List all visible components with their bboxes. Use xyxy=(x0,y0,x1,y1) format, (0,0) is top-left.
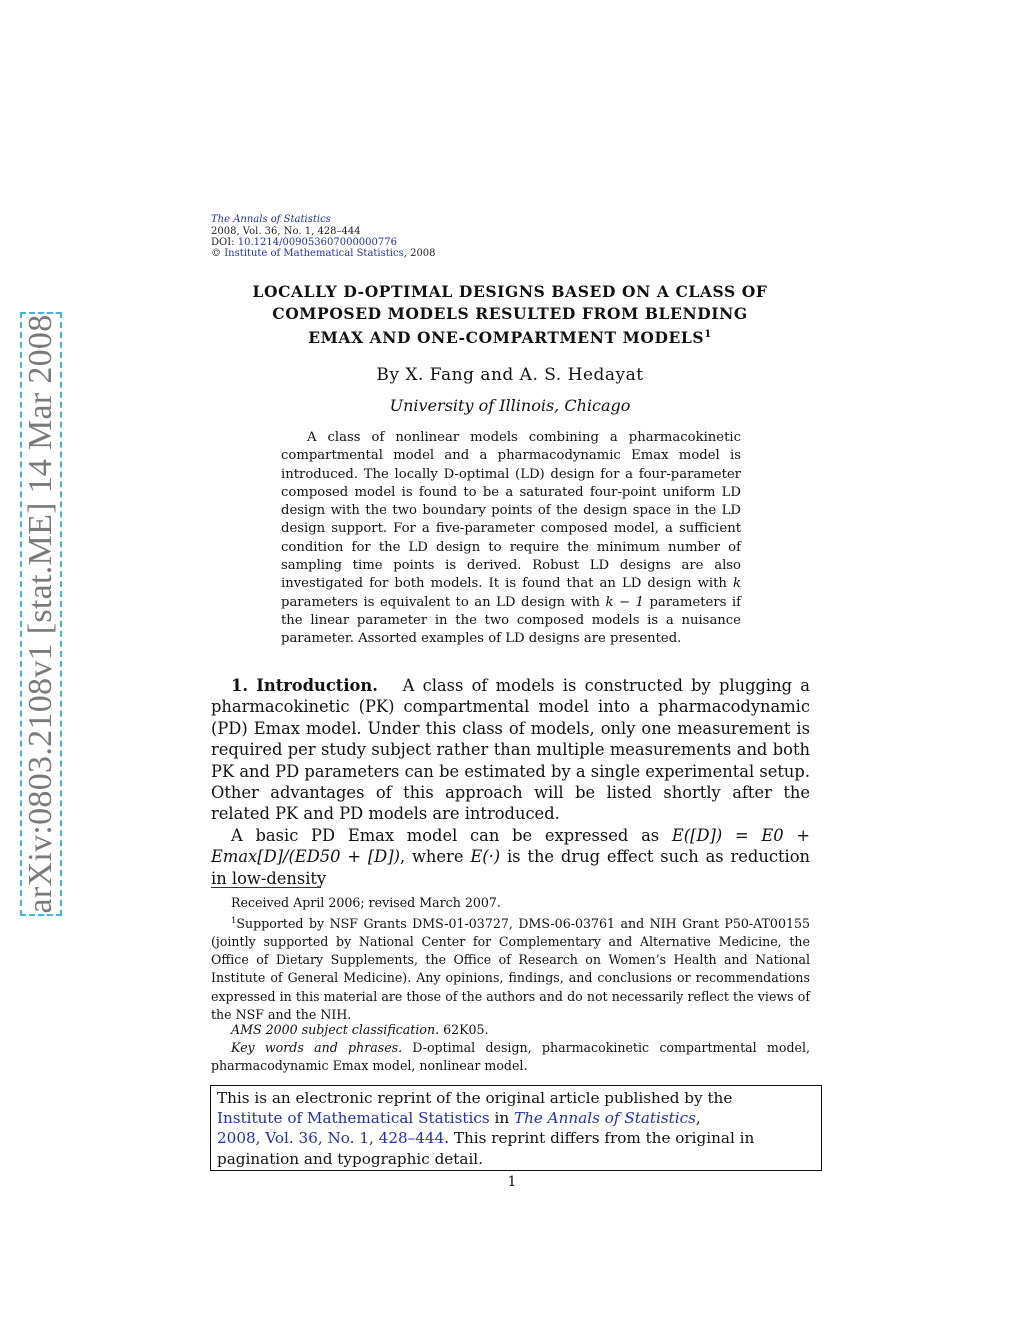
introduction-text: A class of models is constructed by plugging a pharmacokinetic (PK) compartmental model into a pharmacodynamic (PD) Emax model. Under this class of models, only one measurement is required per study subject rather than multiple measurements and both PK and PD parameters can be estimated by a single experimental setup. Other advantages of this approach will be listed shortly after the related PK and PD models are introduced. xyxy=(211,676,810,824)
reprint-line-1: This is an electronic reprint of the original article published by the xyxy=(217,1089,733,1107)
journal-name: The Annals of Statistics xyxy=(211,214,331,225)
abstract-text-1: A class of nonlinear models combining a pharmacokinetic compartmental model and a pharmacodynamic Emax model is introduced. The locally D-optimal (LD) design for a four-parameter composed model is found to be a saturated four-point uniform LD design with the two boundary points of the design space in the LD design support. For a five-parameter composed model, a sufficient condition for the LD design to require the minimum number of sampling time points is derived. Robust LD designs are also investigated for both models. It is found that an LD design with xyxy=(281,430,741,592)
funding-footnote-mark: 1 xyxy=(231,916,237,926)
arxiv-identifier: arXiv:0803.2108v1 [stat.ME] 14 Mar 2008 xyxy=(22,314,59,914)
page-number: 1 xyxy=(507,1174,517,1190)
reprint-comma: , xyxy=(695,1109,701,1128)
introduction-paragraph-2 xyxy=(211,825,810,889)
reprint-notice-box xyxy=(210,1085,822,1171)
title-line-1: LOCALLY D-OPTIMAL DESIGNS BASED ON A CLASS OF xyxy=(252,282,768,301)
title-line-3 xyxy=(200,324,820,349)
footnote-divider xyxy=(211,887,321,888)
p2-start: A basic PD Emax model can be expressed as xyxy=(231,826,672,845)
ams-code: 62K05. xyxy=(439,1022,489,1037)
ams-label: AMS 2000 subject classification. xyxy=(231,1022,440,1037)
abstract xyxy=(281,429,741,649)
funding-footnote-text: Supported by NSF Grants DMS-01-03727, DMS-06-03761 and NIH Grant P50-AT00155 (jointly supported by National Center for Complementary and Alternative Medicine, the Office of Dietary Supplements, the Office of Research on Women’s Health and National Institute of General Medicine). Any opinions, findings, and conclusions or recommendations expressed in this material are those of the authors and do not necessarily reflect the views of the NSF and the NIH. xyxy=(211,916,810,1022)
introduction-paragraph-1 xyxy=(211,675,810,825)
funding-footnote xyxy=(211,912,810,1024)
reprint-journal-link[interactable]: The Annals of Statistics xyxy=(513,1109,696,1128)
drug-effect-function: E(·) xyxy=(470,847,501,867)
authors: By X. Fang and A. S. Hedayat xyxy=(376,365,644,385)
affiliation: University of Illinois, Chicago xyxy=(389,396,631,415)
ams-classification xyxy=(211,1021,810,1039)
journal-name-link[interactable] xyxy=(211,214,331,226)
abstract-text-2: parameters is equivalent to an LD design with xyxy=(281,594,606,610)
emax-equation: E([D]) = E0 + Emax[D]/(ED50 + [D]) xyxy=(211,826,810,867)
title-line-3-text: EMAX AND ONE-COMPARTMENT MODELS xyxy=(308,328,705,348)
title-footnote-mark: 1 xyxy=(704,329,712,340)
doi-label: DOI: xyxy=(211,237,235,248)
paper-title xyxy=(200,281,820,349)
abstract-k-minus-1: k − 1 xyxy=(605,594,644,610)
arxiv-side-stamp[interactable] xyxy=(20,312,62,916)
abstract-var-k: k xyxy=(733,576,741,592)
doi-link[interactable]: 10.1214/009053607000000776 xyxy=(237,237,397,248)
copyright-year: , 2008 xyxy=(403,248,436,259)
keywords-list: D-optimal design, pharmacokinetic compartmental model, pharmacodynamic Emax model, nonlinear model. xyxy=(211,1040,810,1074)
copyright-org-link[interactable]: Institute of Mathematical Statistics xyxy=(224,248,404,259)
section-number: 1. xyxy=(231,676,248,695)
title-line-2: COMPOSED MODELS RESULTED FROM BLENDING xyxy=(272,303,748,323)
section-title: Introduction. xyxy=(256,676,378,695)
reprint-in: in xyxy=(489,1109,514,1128)
copyright-line xyxy=(211,248,436,260)
keywords xyxy=(211,1039,810,1075)
p2-where: , where xyxy=(399,847,471,867)
received-note: Received April 2006; revised March 2007. xyxy=(231,895,501,910)
keywords-label: Key words and phrases. xyxy=(231,1040,403,1055)
doi-line xyxy=(211,237,397,249)
abstract-text-3: parameters if the linear parameter in the two composed models is a nuisance parameter. Assorted examples of LD designs are presented. xyxy=(281,594,742,647)
volume-line: 2008, Vol. 36, No. 1, 428–444 xyxy=(211,226,361,237)
copyright-symbol: © xyxy=(211,248,221,259)
reprint-rest: . This reprint differs from the original in pagination and typographic detail. xyxy=(217,1129,755,1168)
p2-end: is the drug effect such as reduction in low-density xyxy=(211,847,810,888)
reprint-citation-link[interactable]: 2008, Vol. 36, No. 1, 428–444 xyxy=(217,1129,445,1148)
reprint-publisher-link[interactable]: Institute of Mathematical Statistics xyxy=(217,1109,490,1128)
